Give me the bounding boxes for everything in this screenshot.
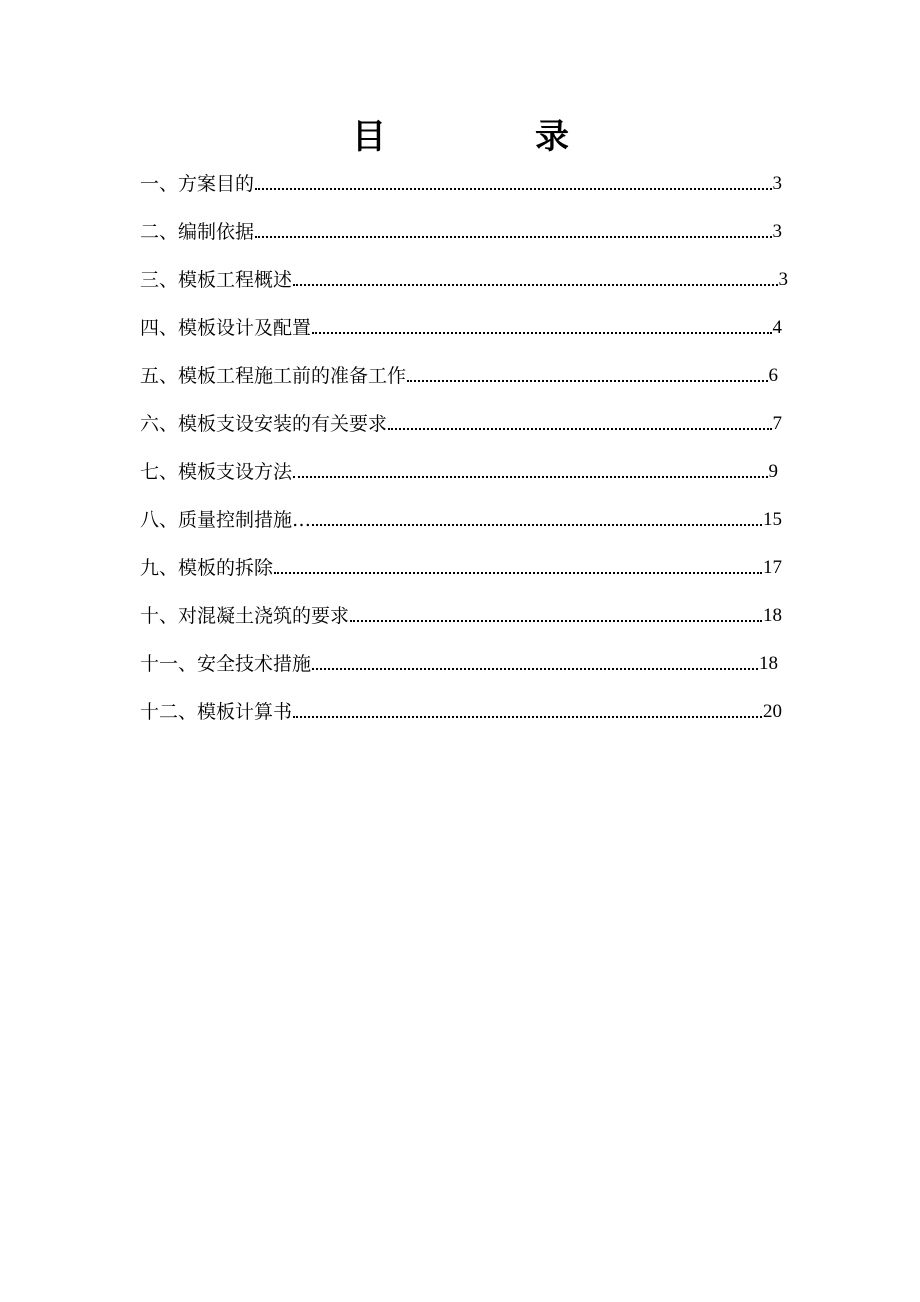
toc-entry-page: 15 xyxy=(763,509,782,530)
toc-heading xyxy=(0,112,920,162)
toc-entry[interactable] xyxy=(140,208,782,256)
toc-entry-page: 3 xyxy=(772,221,782,242)
toc-entry-page: 7 xyxy=(772,413,782,434)
toc-entry-label: 十二、模板计算书 xyxy=(140,701,293,723)
dot-leader xyxy=(293,283,777,286)
toc-entry-page: 18 xyxy=(759,653,778,674)
dot-leader xyxy=(350,619,762,622)
toc-entry-label: 四、模板设计及配置 xyxy=(140,317,312,339)
toc-entry-page: 18 xyxy=(763,605,782,626)
dot-leader xyxy=(293,475,767,478)
toc-entry-page: 3 xyxy=(772,173,782,194)
dot-leader xyxy=(274,571,762,574)
toc-entry-label: 十、对混凝土浇筑的要求 xyxy=(140,605,350,627)
toc-entry-page: 9 xyxy=(768,461,778,482)
dot-leader xyxy=(293,715,762,718)
dot-leader xyxy=(255,235,771,238)
toc-entry[interactable] xyxy=(140,352,778,400)
toc-entry[interactable] xyxy=(140,496,782,544)
toc-entry-label: 九、模板的拆除 xyxy=(140,557,274,579)
heading-char-2: 录 xyxy=(535,117,569,157)
dot-leader xyxy=(255,187,771,190)
toc-entry-page: 20 xyxy=(763,701,782,722)
toc-entry-label: 二、编制依据 xyxy=(140,221,255,243)
toc-entry[interactable] xyxy=(140,304,782,352)
toc-entry-label: 八、质量控制措施… xyxy=(140,509,312,531)
toc-entry[interactable] xyxy=(140,160,782,208)
dot-leader xyxy=(312,667,758,670)
toc-entry-page: 17 xyxy=(763,557,782,578)
toc-entry[interactable] xyxy=(140,688,782,736)
toc-entry-page: 3 xyxy=(778,269,788,290)
dot-leader xyxy=(312,331,771,334)
toc-entry-label: 五、模板工程施工前的准备工作 xyxy=(140,365,407,387)
dot-leader xyxy=(388,427,771,430)
toc-entry[interactable] xyxy=(140,256,788,304)
dot-leader xyxy=(312,523,762,526)
toc-entry[interactable] xyxy=(140,448,778,496)
toc-entry-label: 三、模板工程概述 xyxy=(140,269,293,291)
toc-entry-label: 十一、安全技术措施 xyxy=(140,653,312,675)
toc-entry-page: 6 xyxy=(768,365,778,386)
dot-leader xyxy=(407,379,767,382)
toc-entry[interactable] xyxy=(140,640,778,688)
toc-entry[interactable] xyxy=(140,400,782,448)
toc-entry-page: 4 xyxy=(772,317,782,338)
heading-char-1: 目 xyxy=(352,117,386,157)
toc-entry-label: 六、模板支设安装的有关要求 xyxy=(140,413,388,435)
toc-entry-label: 七、模板支设方法 xyxy=(140,461,293,483)
toc-entry-label: 一、方案目的 xyxy=(140,173,255,195)
toc-entry[interactable] xyxy=(140,592,782,640)
toc-entry[interactable] xyxy=(140,544,782,592)
